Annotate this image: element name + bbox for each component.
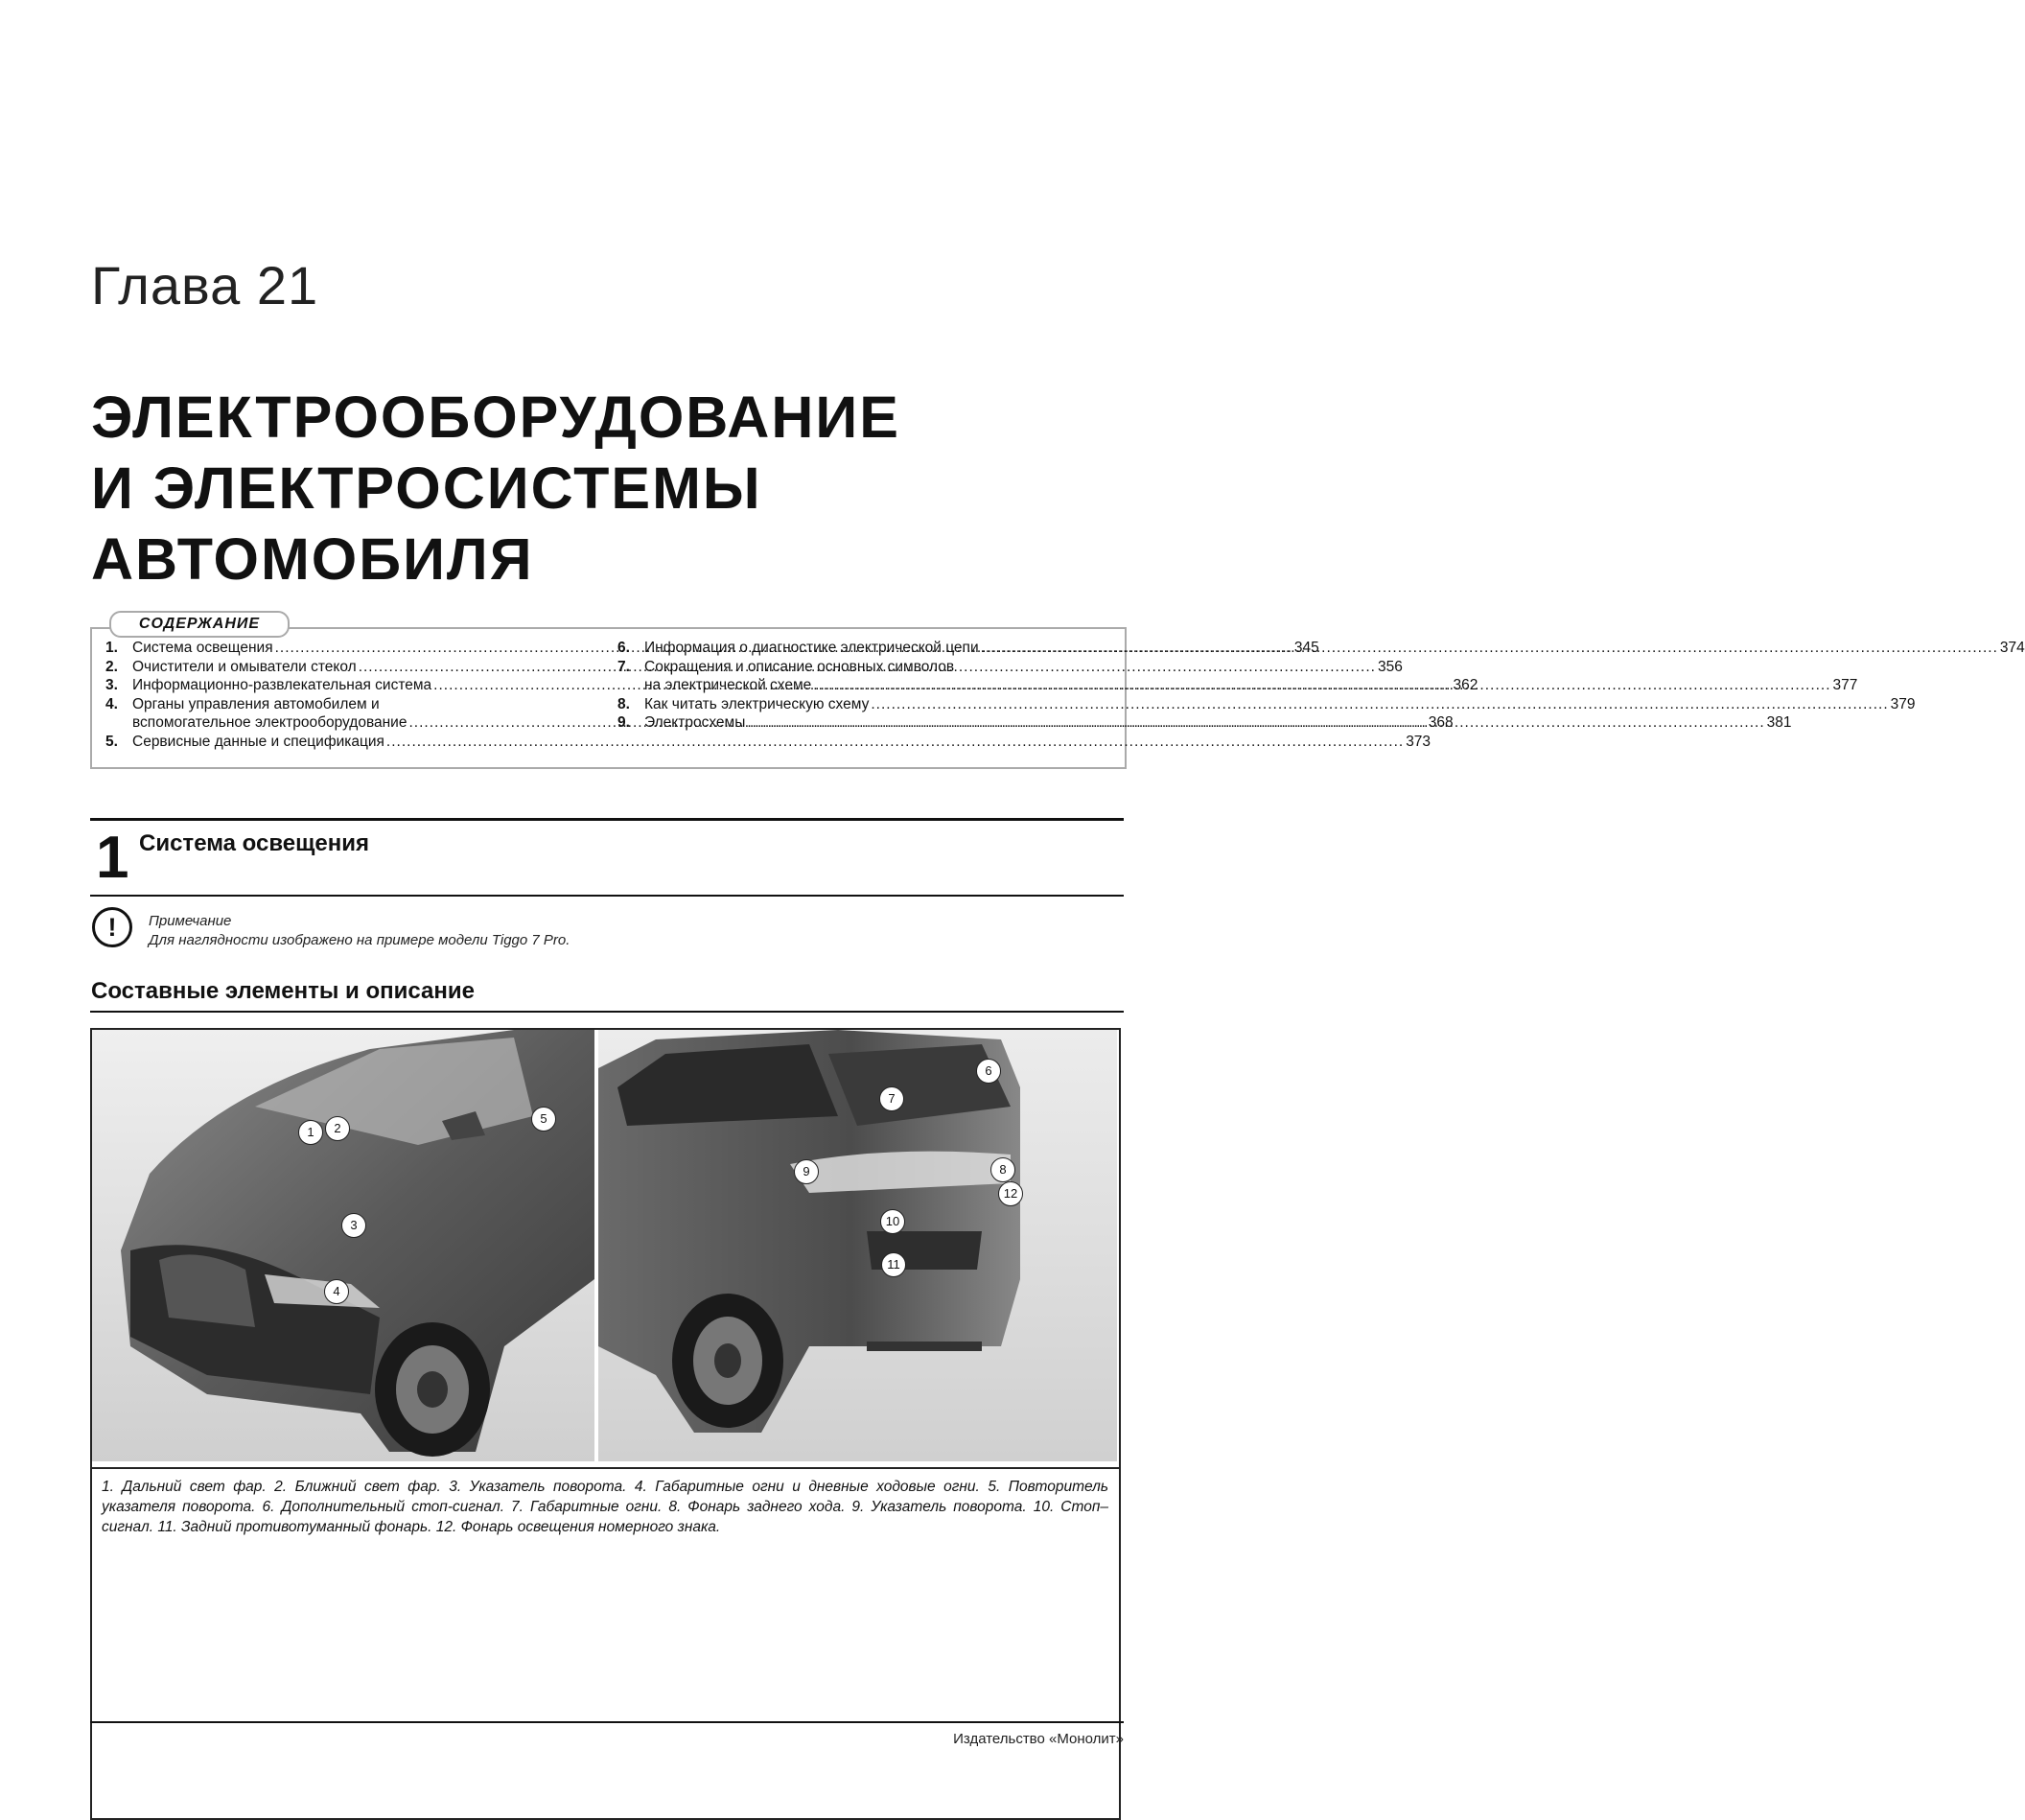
- contents-item-number: 4.: [105, 695, 118, 712]
- car-rear-image: [598, 1030, 1117, 1461]
- contents-item-title: Органы управления автомобилем и: [132, 695, 380, 712]
- contents-item-title: Сервисные данные и спецификация: [132, 733, 384, 750]
- contents-item-page: 356: [1377, 658, 1403, 675]
- contents-item-title: Очистители и омыватели стекол: [132, 658, 357, 675]
- callout-9: 9: [794, 1159, 819, 1184]
- footer-rule: [90, 1721, 1124, 1723]
- contents-item-title: вспомогательное электрооборудование: [132, 714, 407, 731]
- contents-label: СОДЕРЖАНИЕ: [109, 611, 290, 638]
- section-number: 1: [96, 825, 129, 891]
- note-label: Примечание: [149, 913, 232, 929]
- caption-separator: [92, 1467, 1119, 1469]
- contents-item-title: Сокращения и описание основных символов: [644, 658, 955, 675]
- contents-box: [90, 627, 2025, 769]
- contents-item-page: 377: [1832, 677, 1858, 693]
- contents-item-title: Электросхемы: [644, 714, 746, 731]
- contents-item-page: 379: [1890, 695, 1916, 712]
- contents-item: [617, 695, 1916, 714]
- title-line-2: И ЭЛЕКТРОСИСТЕМЫ: [91, 455, 762, 521]
- callout-5: 5: [531, 1107, 556, 1132]
- contents-item-number: 1.: [105, 640, 118, 656]
- title-line-1: ЭЛЕКТРООБОРУДОВАНИЕ: [91, 385, 900, 450]
- callout-6: 6: [976, 1059, 1001, 1084]
- chapter-label: Глава 21: [91, 255, 319, 315]
- callout-2: 2: [325, 1116, 350, 1141]
- callout-3: 3: [341, 1213, 366, 1238]
- contents-item-title: Информация о диагностике электрической цепи: [644, 640, 979, 656]
- contents-item-title: Информационно-развлекательная система: [132, 677, 432, 693]
- callout-7: 7: [879, 1086, 904, 1111]
- section-top-rule: [90, 818, 1124, 821]
- contents-item-page: 368: [1428, 714, 1454, 731]
- exclamation-icon: !: [92, 907, 132, 947]
- note-text: Для наглядности изображено на примере модели Tiggo 7 Pro.: [149, 932, 570, 948]
- page-title: [91, 382, 900, 595]
- contents-item-title: Система освещения: [132, 640, 273, 656]
- subheading: Составные элементы и описание: [91, 978, 475, 1004]
- callout-8: 8: [990, 1157, 1015, 1182]
- contents-item-number: 6.: [617, 640, 630, 656]
- contents-item-number: 2.: [105, 658, 118, 675]
- contents-item-page: 381: [1766, 714, 1792, 731]
- callout-1: 1: [298, 1120, 323, 1145]
- publisher-footer: Издательство «Монолит»: [953, 1731, 1124, 1747]
- callout-10: 10: [880, 1209, 905, 1234]
- contents-item-number: 3.: [105, 677, 118, 693]
- section-title: Система освещения: [139, 830, 369, 856]
- figure-caption: 1. Дальний свет фар. 2. Ближний свет фар. 3. Указатель поворота. 4. Габаритные огни и дневные ходовые огни. 5. Повторитель указателя поворота. 6. Дополнительный стоп-сигнал. 7. Габаритные огни. 8. Фонарь заднего хода. 9. Указатель поворота. 10. Стоп–сигнал. 11. Задний противотуманный фонарь. 12. Фонарь освещения номерного знака.: [102, 1479, 1108, 1535]
- contents-item-page: 374: [1999, 640, 2025, 656]
- contents-item-title: на электрической схеме: [644, 677, 812, 693]
- car-front-image: [92, 1030, 594, 1461]
- contents-item-title: Как читать электрическую схему: [644, 695, 870, 712]
- contents-item-page: 373: [1406, 733, 1431, 750]
- callout-12: 12: [998, 1181, 1023, 1206]
- contents-item-number: 5.: [105, 733, 118, 750]
- title-line-3: АВТОМОБИЛЯ: [91, 526, 534, 592]
- contents-item-page: 345: [1293, 640, 1319, 656]
- contents-item-number: 7.: [617, 658, 630, 675]
- section-bottom-rule: [90, 895, 1124, 897]
- contents-item-number: 8.: [617, 695, 630, 712]
- callout-4: 4: [324, 1279, 349, 1304]
- lighting-figure: [90, 1028, 1123, 1820]
- contents-item-number: 9.: [617, 714, 630, 731]
- callout-11: 11: [881, 1252, 906, 1277]
- contents-item-page: 362: [1453, 677, 1478, 693]
- contents-item: [105, 733, 1431, 752]
- subheading-rule: [90, 1011, 1124, 1013]
